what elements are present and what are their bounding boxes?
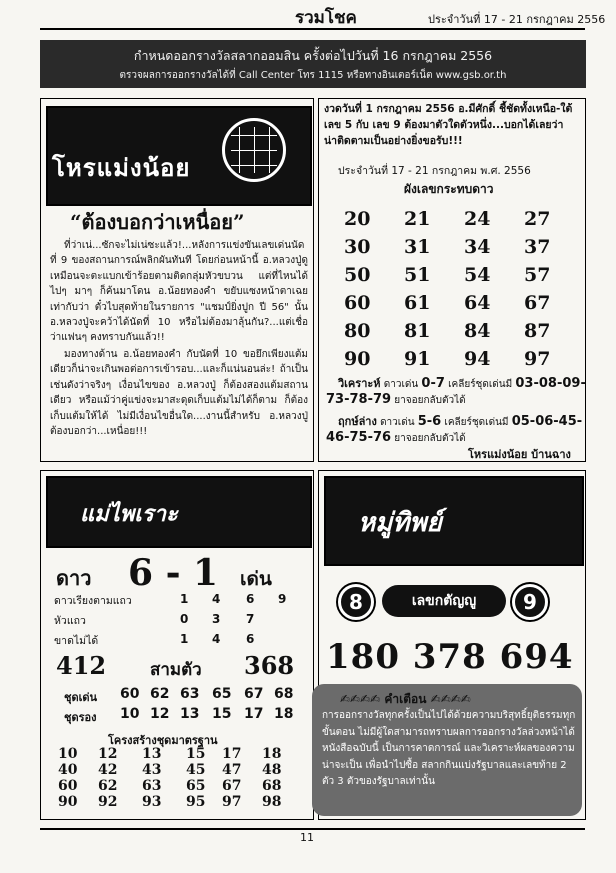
row-digit: 7: [246, 612, 255, 626]
three-digit-left: 412: [56, 651, 107, 680]
row-digit: 0: [180, 612, 189, 626]
prediction-intro: งวดวันที่ 1 กรกฎาคม 2556 อ.มีศักดิ์ ชี้ชัดทั้งเหนือ-ใต้เลข 5 กับ เลข 9 ต้องมาตัวใดตัวหนึ่ง...บอกได้เลยว่า น่าติดตามเป็นอย่างยิ่งขอรับ!!!: [324, 103, 573, 147]
structure-cell: 43: [142, 762, 162, 778]
analysis-upper-row-2: [326, 392, 466, 408]
grid-cell: 54: [464, 264, 491, 286]
set-row-label: ชุดรอง: [64, 711, 97, 724]
structure-cell: 12: [98, 746, 118, 762]
dao-den-value: 0-7: [421, 376, 445, 391]
set-number: 68: [274, 686, 294, 702]
article-paragraph-2: มองทางด้าน อ.น้อยทองคำ กับนัดที่ 10 ขอยึกเพียงแต้มเดียวก็น่าจะเกินพอต่อการเข้ารอบ...และก็แน่นอนล่ะ! ถ้าเป็นเช่นดังว่าจริงๆ เงื่อนไขของ อ.หลวงปู่ ก็ต้องสองแต้มสถานเดียว หรือแม้ว่าคู่แข่งจะมาสะดุดเก็บแต้มไม่ได้ก็ตาม ก็ต้องเก็บแต้มให้ได้ ไม่มีเงื่อนไขอื่นใด....งานนี้สำหรับ อ.หลวงปู่ ต้องบอกว่า...เหนื่อย!!!: [50, 349, 308, 438]
row-digit: 6: [246, 632, 255, 646]
set-number: 62: [150, 686, 170, 702]
structure-cell: 60: [58, 778, 78, 794]
structure-cell: 93: [142, 794, 162, 810]
grid-cell: 34: [464, 236, 491, 258]
dao-den-label: ดาวเด่น: [383, 379, 419, 390]
structure-cell: 92: [98, 794, 118, 810]
dao-den-value: 5-6: [417, 414, 442, 429]
set-number: 67: [244, 686, 264, 702]
page-number: 11: [300, 831, 314, 844]
set-number: 12: [150, 706, 170, 722]
set-number: 65: [212, 686, 232, 702]
grid-cell: 64: [464, 292, 491, 314]
globe-icon: [222, 118, 286, 182]
savings-lottery-banner: [40, 40, 586, 88]
structure-cell: 65: [186, 778, 206, 794]
footer-divider: [40, 828, 585, 830]
set-value: 05-06-45-: [511, 414, 583, 429]
left-column-title: โหรแม่งน้อย: [52, 154, 191, 182]
grid-cell: 97: [524, 348, 551, 370]
structure-cell: 98: [262, 794, 282, 810]
grid-cell: 80: [344, 320, 371, 342]
row-digit: 6: [246, 592, 255, 606]
grid-cell: 31: [404, 236, 431, 258]
analysis-label: วิเคราะห์: [338, 377, 381, 390]
analysis-lower-row-2: [326, 430, 466, 446]
row-digit: 4: [212, 632, 221, 646]
set-value-continued: 73-78-79: [326, 392, 392, 407]
structure-cell: 90: [58, 794, 78, 810]
prediction-date: ประจำวันที่ 17 - 21 กรกฎาคม พ.ศ. 2556: [338, 165, 531, 177]
grid-cell: 67: [524, 292, 551, 314]
dao-main-digits: 6 - 1: [128, 552, 219, 594]
structure-cell: 42: [98, 762, 118, 778]
structure-cell: 95: [186, 794, 206, 810]
set-value-continued: 46-75-76: [326, 430, 392, 445]
structure-cell: 97: [222, 794, 242, 810]
structure-cell: 15: [186, 746, 206, 762]
banner-line-1: กำหนดออกรางวัลสลากออมสิน ครั้งต่อไปวันที่ 16 กรกฎาคม 2556: [133, 48, 493, 63]
row-digit: 4: [212, 592, 221, 606]
header-divider: [40, 28, 585, 30]
grid-cell: 50: [344, 264, 371, 286]
dao-label: ดาว: [56, 566, 92, 590]
lower-label: ฤกษ์ล่าง: [338, 415, 377, 428]
three-digit-numbers: 180 378 694: [326, 637, 574, 677]
set-value: 03-08-09-: [515, 376, 586, 391]
grid-cell: 30: [344, 236, 371, 258]
author-signature: โหรแม่งน้อย บ้านฉาง: [468, 448, 571, 461]
structure-cell: 13: [142, 746, 162, 762]
article-paragraph-1: ที่ว่าเน่...ซักจะไม่เน่ซะแล้ว!...หลังการแข่งขันเลขเด่นนัดที่ 9 ของสถานการณ์พลิกผันทันที โดยก่อนหน้านี้ อ.หลวงปู่ดูเหมือนจะตะแบกเข้าร้อยตามติดกลุ่มหัวขบวน แต่ที่ไหนได้ไปๆ มาๆ ก็ค้นมาโดน อ.น้อยทองคำ ขยับแซงหน้าตาเฉย เท่ากับว่า ตั๋วไบสุดท้ายในรายการ "แชมป์ยิ่งปูก ปี 56" นั้น อ.หลวงปู่จะคว้าได้นัดที่ 10 หรือไม่ต้องมาลุ้นกัน?...แต่เชื่อว่าแฟนๆ คงทราบกันแล้ว!!: [50, 240, 308, 344]
grid-cell: 61: [404, 292, 431, 314]
three-digit-right: 368: [244, 651, 295, 680]
left-bottom-title: แม่ไพเราะ: [80, 502, 178, 527]
row-digit: 1: [180, 632, 189, 646]
set-note: ยาจอยกลับตัวได้: [394, 395, 466, 406]
set-number: 15: [212, 706, 232, 722]
structure-cell: 18: [262, 746, 282, 762]
analysis-upper-row: [338, 374, 586, 392]
article-headline: “ต้องบอกว่าเหนื่อย”: [70, 210, 245, 234]
grid-cell: 57: [524, 264, 551, 286]
row-digit: 3: [212, 612, 221, 626]
structure-cell: 63: [142, 778, 162, 794]
set-label: เคลียร์ชุดเด่นมี: [448, 379, 513, 390]
grid-cell: 81: [404, 320, 431, 342]
structure-cell: 40: [58, 762, 78, 778]
warning-heading: ✍✍✍✍ คำเตือน ✍✍✍✍: [340, 692, 471, 706]
lucky-grid-heading: ผังเลขกระทบดาว: [404, 182, 494, 196]
structure-cell: 17: [222, 746, 242, 762]
magazine-logo: รวมโชค: [295, 8, 357, 28]
structure-cell: 48: [262, 762, 282, 778]
set-number: 63: [180, 686, 200, 702]
structure-cell: 67: [222, 778, 242, 794]
set-number: 18: [274, 706, 294, 722]
structure-cell: 62: [98, 778, 118, 794]
set-number: 13: [180, 706, 200, 722]
row-digit: 9: [278, 592, 287, 606]
grid-cell: 94: [464, 348, 491, 370]
grid-cell: 21: [404, 208, 431, 230]
set-number: 17: [244, 706, 264, 722]
grid-cell: 24: [464, 208, 491, 230]
grid-cell: 37: [524, 236, 551, 258]
grid-cell: 51: [404, 264, 431, 286]
structure-grid: [58, 746, 298, 814]
right-digit-circle: 9: [512, 584, 548, 620]
issue-date: ประจำวันที่ 17 - 21 กรกฎาคม 2556: [428, 13, 606, 26]
grid-cell: 90: [344, 348, 371, 370]
grid-cell: 91: [404, 348, 431, 370]
set-row-label: ชุดเด่น: [64, 691, 98, 704]
grateful-number-pill: เลขกตัญญู: [382, 585, 506, 617]
structure-cell: 10: [58, 746, 78, 762]
banner-line-2: ตรวจผลการออกรางวัลได้ที่ Call Center โทร 1115 หรือทางอินเตอร์เน็ต www.gsb.or.th: [119, 70, 507, 81]
grid-cell: 87: [524, 320, 551, 342]
structure-heading: โครงสร้างชุดมาตรฐาน: [108, 734, 218, 747]
row-label: ดาวเรียงตามแถว: [54, 595, 132, 607]
dao-den-label: ดาวเด่น: [380, 417, 415, 428]
set-number: 10: [120, 706, 140, 722]
set-label: เคลียร์ชุดเด่นมี: [444, 417, 509, 428]
row-digit: 1: [180, 592, 189, 606]
warning-text: การออกรางวัลทุกครั้งเป็นไปได้ด้วยความบริสุทธิ์ยุติธรรมทุกขั้นตอน ไม่มีผู้ใดสามารถทราบผลการออกรางวัลล่วงหน้าได้ หนังสือฉบับนี้ เป็นการคาดการณ์ และวิเคราะห์ผลของความน่าจะเป็น เพื่อนำไปซื้อ สลากกินแบ่งรัฐบาลและเลขท้าย 2 ตัว 3 ตัวของรัฐบาลเท่านั้น: [322, 710, 576, 787]
structure-cell: 47: [222, 762, 242, 778]
right-bottom-title: หมู่ทิพย์: [358, 508, 442, 538]
row-label: หัวแถว: [54, 615, 86, 627]
analysis-lower-row: [338, 412, 582, 430]
grid-cell: 60: [344, 292, 371, 314]
grid-cell: 27: [524, 208, 551, 230]
grid-cell: 84: [464, 320, 491, 342]
set-note: ยาจอยกลับตัวได้: [394, 433, 466, 444]
row-label: ขาดไม่ได้: [54, 635, 99, 647]
three-digit-label: สามตัว: [150, 660, 202, 680]
den-label: เด่น: [240, 568, 272, 590]
grid-cell: 20: [344, 208, 371, 230]
structure-cell: 45: [186, 762, 206, 778]
structure-cell: 68: [262, 778, 282, 794]
set-number: 60: [120, 686, 140, 702]
left-digit-circle: 8: [338, 584, 374, 620]
